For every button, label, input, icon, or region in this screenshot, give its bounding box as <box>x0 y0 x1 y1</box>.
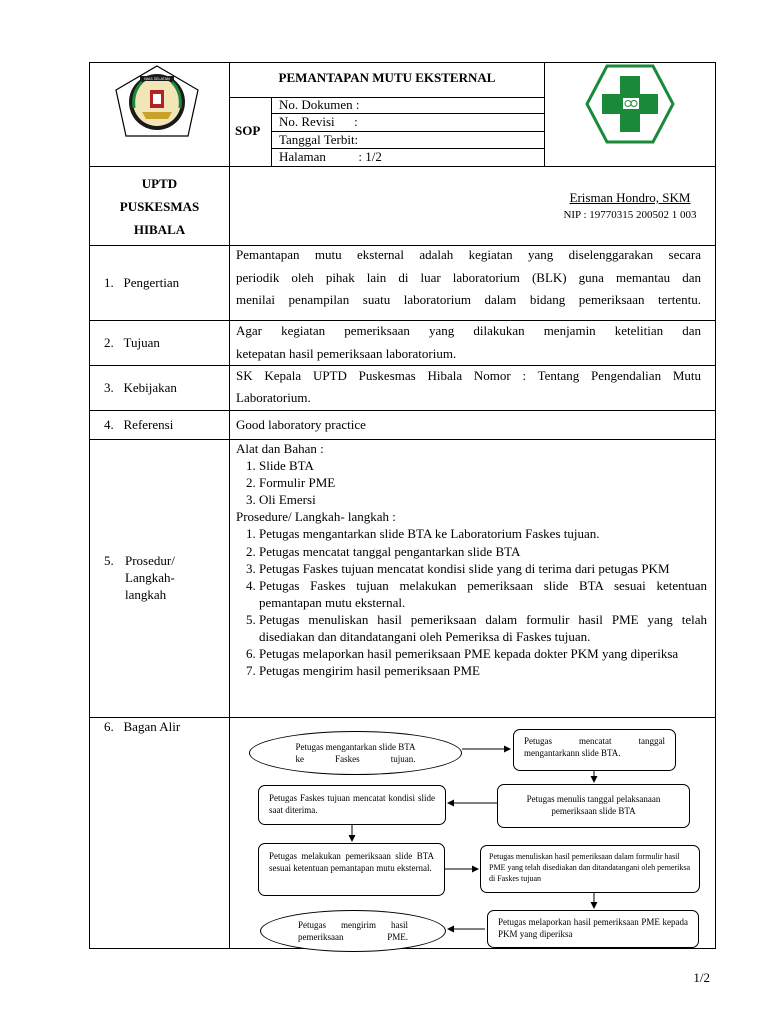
text-line: Pemantapan mutu eksternal adalah kegiatan yang diselenggarakan secara <box>236 247 701 262</box>
section-title: Referensi <box>123 417 174 432</box>
flow-node-text: Petugas mengirim hasil pemeriksaan PME. <box>298 920 408 942</box>
flow-node <box>258 843 445 896</box>
field-tanggal-terbit: Tanggal Terbit: <box>279 132 359 147</box>
section-title: Pengertian <box>123 275 180 290</box>
section-number: 6. <box>104 719 114 734</box>
page-number: 1/2 <box>693 970 710 985</box>
section-title-line: langkah <box>125 587 167 602</box>
text-line: Laboratorium. <box>236 390 311 405</box>
flow-node-text: Petugas Faskes tujuan mencatat kondisi slide saat diterima. <box>269 793 435 815</box>
section-title-line: Langkah- <box>125 570 175 585</box>
flow-node-text: Petugas menulis tanggal pelaksanaan pemeriksaan slide BTA <box>526 794 661 816</box>
flow-node <box>258 785 446 825</box>
institution-line-2: PUSKESMAS <box>119 199 200 214</box>
list-item: 1. Slide BTA <box>259 457 707 474</box>
field-no-revisi: No. Revisi : <box>279 114 358 129</box>
section-referensi-content: Good laboratory practice <box>236 417 366 432</box>
list-item: 7. Petugas mengirim hasil pemeriksaan PME <box>259 662 707 679</box>
list-item: 2. Formulir PME <box>259 474 707 491</box>
section-number: 2. <box>104 335 114 350</box>
text-line: periodik oleh pihak lain di luar laboratorium (BLK) guna memantau dan <box>236 269 701 285</box>
text-line: ketepatan hasil pemeriksaan laboratorium. <box>236 345 457 361</box>
signer-nip: NIP : 19770315 200502 1 003 <box>563 209 697 221</box>
flow-node <box>480 845 700 893</box>
list-item: 4. Petugas Faskes tujuan melakukan pemeriksaan slide BTA sesuai ketentuan pemantapan mutu eksternal. <box>259 577 707 611</box>
section-title: Tujuan <box>123 335 160 350</box>
flow-node-start <box>249 731 462 775</box>
flow-node-text: Petugas mengantarkan slide BTA ke Faskes tujuan. <box>295 742 416 764</box>
flow-node-text: Petugas mencatat tanggal mengantarkann slide BTA. <box>524 736 665 758</box>
institution-line-1: UPTD <box>141 176 178 191</box>
sop-label: SOP <box>235 123 261 138</box>
flow-node-text: Petugas melaporkan hasil pemeriksaan PME kepada PKM yang diperiksa <box>498 917 688 939</box>
document-title: PEMANTAPAN MUTU EKSTERNAL <box>278 70 496 85</box>
flow-node-end <box>260 910 446 952</box>
flow-node <box>487 910 699 948</box>
list-item: 5. Petugas menuliskan hasil pemeriksaan dalam formulir hasil PME yang telah disediakan dan ditandatangani oleh Pemeriksa di Faskes tujuan. <box>259 611 707 645</box>
list-item: 6. Petugas melaporkan hasil pemeriksaan PME kepada dokter PKM yang diperiksa <box>259 645 707 662</box>
section-number: 4. <box>104 417 114 432</box>
svg-text:NIAS SELATAN: NIAS SELATAN <box>144 77 170 81</box>
list-item: 3. Petugas Faskes tujuan mencatat kondisi slide yang di terima dari petugas PKM <box>259 560 707 577</box>
signer-name: Erisman Hondro, SKM <box>569 190 691 205</box>
materials-heading: Alat dan Bahan : <box>236 441 324 456</box>
text-line: SK Kepala UPTD Puskesmas Hibala Nomor : Tentang Pengendalian Mutu <box>236 368 701 383</box>
section-number: 5. <box>104 553 114 568</box>
list-item: 2. Petugas mencatat tanggal pengantarkan slide BTA <box>259 543 707 560</box>
flow-node-text: Petugas melakukan pemeriksaan slide BTA sesuai ketentuan pemantapan mutu eksternal. <box>269 851 434 873</box>
section-title-line: Prosedur/ <box>125 553 175 568</box>
section-number: 1. <box>104 275 114 290</box>
institution-line-3: HIBALA <box>133 222 186 237</box>
section-title: Bagan Alir <box>123 719 181 734</box>
flow-node <box>513 729 676 771</box>
flow-node <box>497 784 690 828</box>
list-item: 1. Petugas mengantarkan slide BTA ke Laboratorium Faskes tujuan. <box>259 525 707 542</box>
field-no-dokumen: No. Dokumen : <box>279 97 360 112</box>
section-title: Kebijakan <box>123 380 177 395</box>
flow-node-text: Petugas menuliskan hasil pemeriksaan dalam formulir hasil PME yang telah disediakan dan ditandatangani oleh pemeriksa di Faskes tujuan <box>489 852 691 883</box>
list-item: 3. Oli Emersi <box>259 491 707 508</box>
text-line: Agar kegiatan pemeriksaan yang dilakukan menjamin ketelitian dan <box>236 323 701 338</box>
section-number: 3. <box>104 380 114 395</box>
field-halaman: Halaman : 1/2 <box>279 149 382 164</box>
text-line: menilai penampilan suatu laboratorium dalam bidang pemeriksaan tertentu. <box>236 292 701 307</box>
steps-heading: Prosedure/ Langkah- langkah : <box>236 509 396 525</box>
